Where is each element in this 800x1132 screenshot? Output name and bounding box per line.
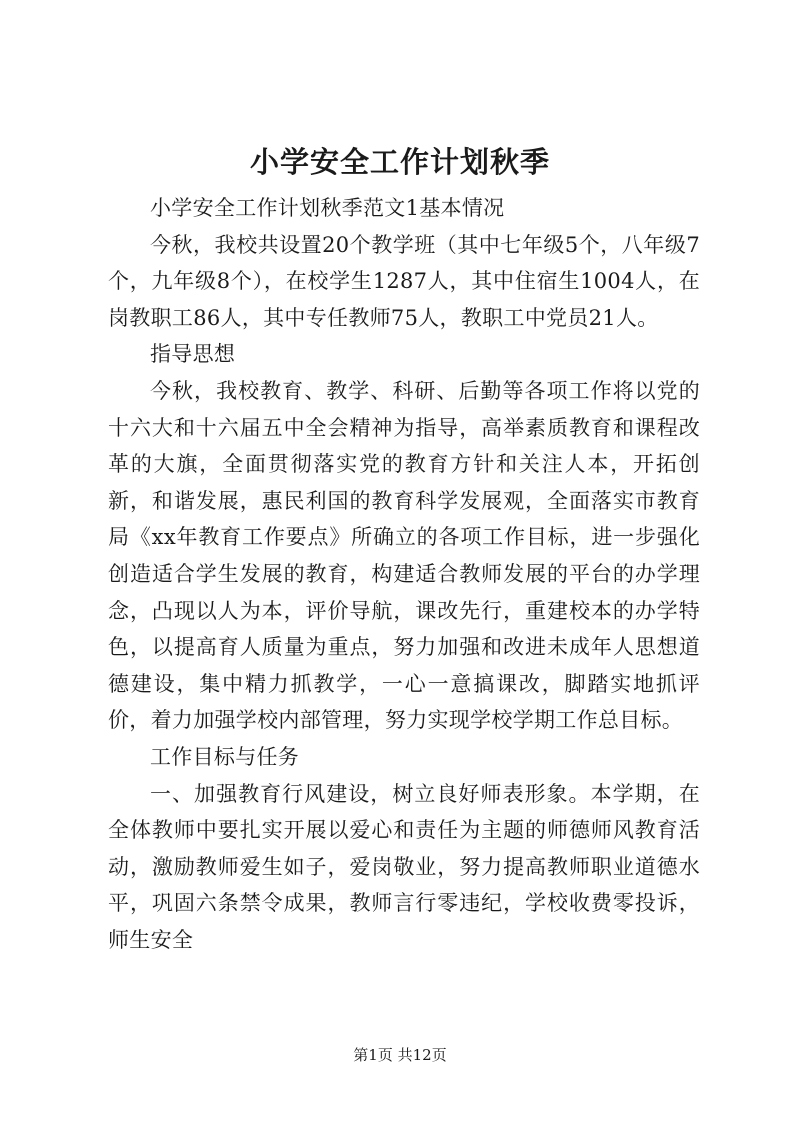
page-footer: [0, 1044, 800, 1066]
section-heading-guiding-ideology: 指导思想: [150, 342, 236, 367]
document-body: [108, 190, 700, 958]
paragraph-guiding-ideology: 今秋，我校教育、教学、科研、后勤等各项工作将以党的十六大和十六届五中全会精神为指导，高举素质教育和课程改革的大旗，全面贯彻落实党的教育方针和关注人本，开拓创新，和谐发展，惠民利国的教育科学发展观，全面落实市教育局《xx年教育工作要点》所确立的各项工作目标，进一步强化创造适合学生发展的教育，构建适合教师发展的平台的办学理念，凸现以人为本，评价导航，课改先行，重建校本的办学特色，以提高育人质量为重点，努力加强和改进未成年人思想道德建设，集中精力抓教学，一心一意搞课改，脚踏实地抓评价，着力加强学校内部管理，努力实现学校学期工作总目标。: [108, 378, 700, 733]
document-title: 小学安全工作计划秋季: [249, 145, 550, 179]
page-number-label: 第1页 共12页: [353, 1046, 447, 1064]
section-heading-goals-tasks: 工作目标与任务: [150, 744, 300, 769]
section-heading-basic-info: 小学安全工作计划秋季范文1基本情况: [150, 196, 505, 220]
paragraph-goals-tasks: 一、加强教育行风建设，树立良好师表形象。本学期，在全体教师中要扎实开展以爱心和责任为主题的师德师风教育活动，激励教师爱生如子，爱岗敬业，努力提高教师职业道德水平，巩固六条禁令成果，教师言行零违纪，学校收费零投诉，师生安全: [108, 781, 700, 952]
paragraph-basic-info: 今秋，我校共设置20个教学班（其中七年级5个，八年级7个，九年级8个），在校学生1287人，其中住宿生1004人，在岗教职工86人，其中专任教师75人，教职工中党员21人。: [108, 232, 700, 330]
